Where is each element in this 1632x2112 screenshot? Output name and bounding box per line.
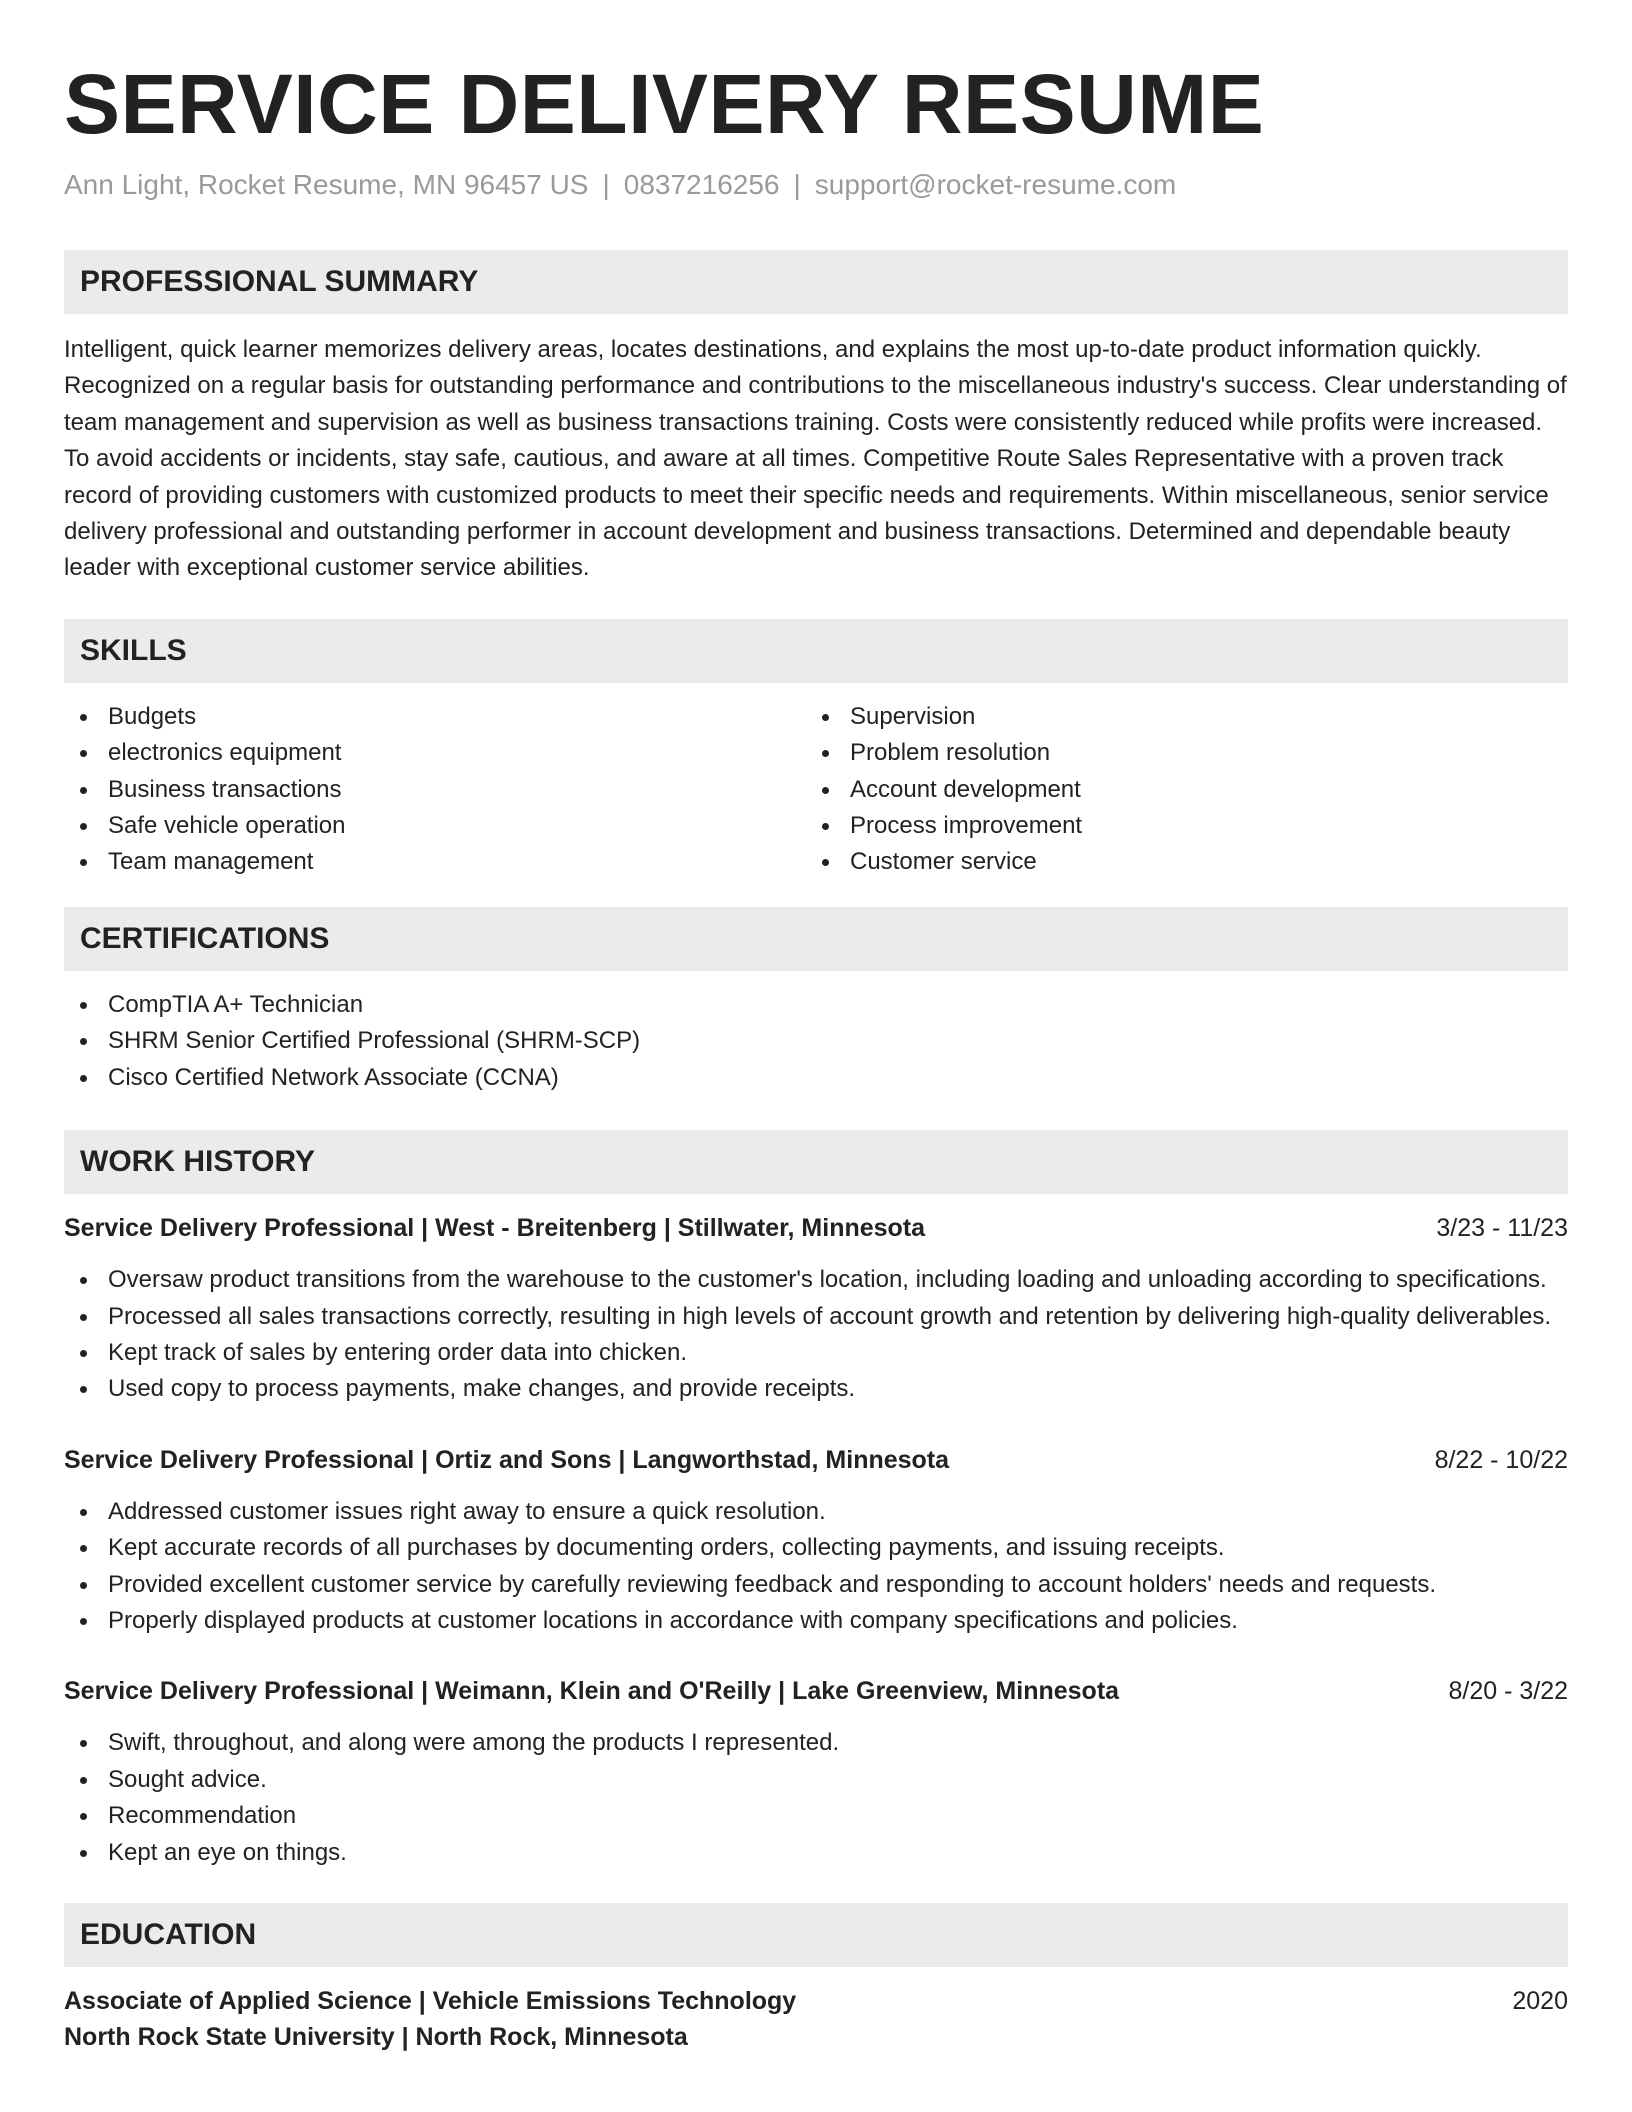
skill-item: Process improvement [806, 808, 1548, 844]
contact-email[interactable]: support@rocket-resume.com [814, 169, 1177, 200]
job-duty: Oversaw product transitions from the warehouse to the customer's location, including loading and unloading according to specifications. [64, 1262, 1568, 1298]
skill-item: Budgets [64, 699, 806, 735]
job-duties [64, 1725, 1568, 1871]
skill-item: Safe vehicle operation [64, 808, 806, 844]
skill-item: electronics equipment [64, 735, 806, 771]
job-title: Service Delivery Professional | Ortiz and Sons | Langworthstad, Minnesota [64, 1445, 950, 1474]
skill-item: Customer service [806, 844, 1548, 880]
certification-item: CompTIA A+ Technician [64, 987, 1568, 1023]
skill-item: Business transactions [64, 772, 806, 808]
resume-title: SERVICE DELIVERY RESUME [64, 57, 1265, 151]
skills-heading: SKILLS [64, 619, 1568, 683]
contact-separator: | [602, 169, 610, 200]
contact-line [64, 168, 1568, 202]
job-duty: Processed all sales transactions correctly, resulting in high levels of account growth and retention by delivering high-quality deliverables. [64, 1299, 1568, 1335]
skill-item: Problem resolution [806, 735, 1548, 771]
job-duty: Provided excellent customer service by carefully reviewing feedback and responding to account holders' needs and requests. [64, 1567, 1568, 1603]
job-header [64, 1442, 1568, 1478]
contact-address: Ann Light, Rocket Resume, MN 96457 US [64, 169, 589, 200]
job-duty: Kept accurate records of all purchases by documenting orders, collecting payments, and issuing receipts. [64, 1530, 1568, 1566]
job-duties [64, 1494, 1568, 1640]
job-duty: Kept track of sales by entering order data into chicken. [64, 1335, 1568, 1371]
skill-item: Account development [806, 772, 1548, 808]
job-entry [64, 1673, 1568, 1871]
skill-item: Supervision [806, 699, 1548, 735]
job-entry [64, 1210, 1568, 1408]
job-header [64, 1210, 1568, 1246]
job-entry [64, 1442, 1568, 1640]
summary-heading: PROFESSIONAL SUMMARY [64, 250, 1568, 314]
education-heading: EDUCATION [64, 1903, 1568, 1967]
certification-item: Cisco Certified Network Associate (CCNA) [64, 1060, 1568, 1096]
job-dates: 8/20 - 3/22 [1448, 1677, 1568, 1706]
skills-column-right [806, 699, 1548, 881]
job-title: Service Delivery Professional | Weimann, Klein and O'Reilly | Lake Greenview, Minnesota [64, 1677, 1120, 1706]
job-duty: Sought advice. [64, 1762, 1568, 1798]
job-duty: Used copy to process payments, make changes, and provide receipts. [64, 1371, 1568, 1407]
summary-text: Intelligent, quick learner memorizes delivery areas, locates destinations, and explains the most up-to-date product information quickly. Recognized on a regular basis for outstanding performance and contributions to the miscellaneous industry's success. Clear understanding of team management and supervision as well as business transactions training. Costs were consistently reduced while profits were increased. To avoid accidents or incidents, stay safe, cautious, and aware at all times. Competitive Route Sales Representative with a proven track record of providing customers with customized products to meet their specific needs and requirements. Within miscellaneous, senior service delivery professional and outstanding performer in account development and business transactions. Determined and dependable beauty leader with exceptional customer service abilities. [64, 336, 1567, 582]
skills-column-left [64, 699, 806, 881]
job-duty: Kept an eye on things. [64, 1835, 1568, 1871]
certification-item: SHRM Senior Certified Professional (SHRM-SCP) [64, 1023, 1568, 1059]
job-duty: Properly displayed products at customer locations in accordance with company specifications and policies. [64, 1603, 1568, 1639]
education-header [64, 1983, 1568, 2019]
skills-list [64, 699, 1568, 881]
job-duty: Recommendation [64, 1798, 1568, 1834]
certifications-heading: CERTIFICATIONS [64, 907, 1568, 971]
education-school: North Rock State University | North Rock, Minnesota [64, 2022, 688, 2051]
job-title: Service Delivery Professional | West - Breitenberg | Stillwater, Minnesota [64, 1214, 926, 1243]
certifications-list [64, 987, 1568, 1096]
education-year: 2020 [1512, 1986, 1568, 2015]
job-duties [64, 1262, 1568, 1408]
job-duty: Addressed customer issues right away to ensure a quick resolution. [64, 1494, 1568, 1530]
skill-item: Team management [64, 844, 806, 880]
job-dates: 3/23 - 11/23 [1436, 1214, 1568, 1243]
job-duty: Swift, throughout, and along were among the products I represented. [64, 1725, 1568, 1761]
work-history-heading: WORK HISTORY [64, 1130, 1568, 1194]
job-dates: 8/22 - 10/22 [1434, 1445, 1568, 1474]
contact-phone: 0837216256 [623, 169, 780, 200]
education-degree: Associate of Applied Science | Vehicle Emissions Technology [64, 1986, 797, 2015]
job-header [64, 1673, 1568, 1709]
contact-separator: | [793, 169, 801, 200]
